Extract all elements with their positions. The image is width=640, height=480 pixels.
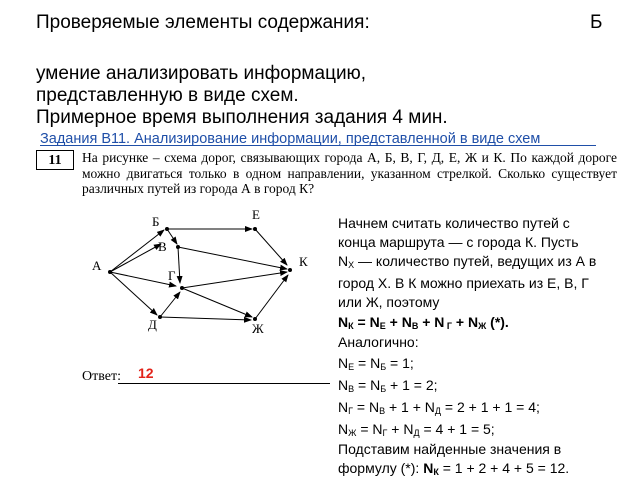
answer-value: 12 <box>138 365 154 381</box>
edge-e-k <box>255 229 287 265</box>
edge-v-g <box>178 247 180 283</box>
graph-edges <box>110 229 288 320</box>
edge-v-k <box>178 247 287 269</box>
final-formula: формулу (*): $N_К = 1 + 2 + 4 + 5 = 12$. <box>338 460 570 477</box>
relation-v: $N_В = N_Б + 1 = 2$; <box>338 377 438 394</box>
road-scheme-graph <box>80 200 336 346</box>
solution-line-3: $N_X$ — количество путей, ведущих из А в <box>338 253 597 270</box>
relation-zh: $N_Ж = N_Г + N_Д = 4 + 1 = 5$; <box>338 421 495 438</box>
label-a: А <box>92 258 102 273</box>
edge-a-v <box>110 244 161 272</box>
task-header-underline <box>40 145 596 146</box>
time-estimate: Примерное время выполнения задания 4 мин. <box>36 107 448 128</box>
solution-line-4: город Х. В К можно приехать из Е, В, Г <box>338 275 589 291</box>
edge-g-zh <box>182 288 252 317</box>
edge-a-b <box>110 230 164 272</box>
variant-letter: Б <box>590 12 603 33</box>
label-e: Е <box>252 207 260 222</box>
solution-line-7: Аналогично: <box>338 334 419 350</box>
node-b <box>165 227 169 231</box>
node-d <box>158 315 162 319</box>
relation-e: $N_Е = N_Б = 1$; <box>338 355 414 372</box>
node-k <box>288 268 292 272</box>
skill-line-1: умение анализировать информацию, <box>36 63 367 84</box>
solution-line-2: конца маршрута — с города К. Пусть <box>338 234 579 250</box>
node-a <box>108 270 112 274</box>
answer-label: Ответ: <box>82 369 121 384</box>
label-k: К <box>299 254 308 269</box>
solution-line-1: Начнем считать количество путей с <box>338 215 570 231</box>
edge-zh-k <box>255 275 288 319</box>
node-e <box>253 227 257 231</box>
relation-g: $N_Г = N_В + 1 + N_Д = 2 + 1 + 1 = 4$; <box>338 399 540 416</box>
task-section-header-text: Задания В11. Анализирование информации, представленной в виде схем <box>40 131 541 145</box>
node-g <box>180 286 184 290</box>
task-number-box: 11 <box>36 150 74 170</box>
label-g: Г <box>168 268 176 283</box>
edge-g-k <box>182 272 287 288</box>
edge-a-d <box>110 272 157 315</box>
solution-line-12: Подставим найденные значения в <box>338 441 562 457</box>
label-d: Д <box>148 317 157 332</box>
edge-d-zh <box>160 317 251 320</box>
problem-text: На рисунке – схема дорог, связывающих города А, Б, В, Г, Д, Е, Ж и К. По каждой дороге можно двигаться только в одном направлении, указанном стрелкой. Сколько существует различных путей из города А в город К? <box>82 150 617 196</box>
task-section-header <box>40 129 596 145</box>
solution-line-5: или Ж, поэтому <box>338 294 440 310</box>
edge-d-g <box>160 292 180 317</box>
label-v: В <box>158 239 167 254</box>
skill-line-2: представленную в виде схем. <box>36 85 299 106</box>
content-elements-title: Проверяемые элементы содержания: <box>36 12 370 33</box>
edge-a-g <box>110 272 176 286</box>
formula-main: $N_К = N_Е + N_В + N$ $_Г + N_Ж$ (*). <box>338 314 509 331</box>
label-zh: Ж <box>252 321 264 336</box>
edge-b-v <box>167 229 177 244</box>
node-v <box>176 245 180 249</box>
label-b: Б <box>152 214 160 229</box>
answer-line <box>118 383 330 384</box>
